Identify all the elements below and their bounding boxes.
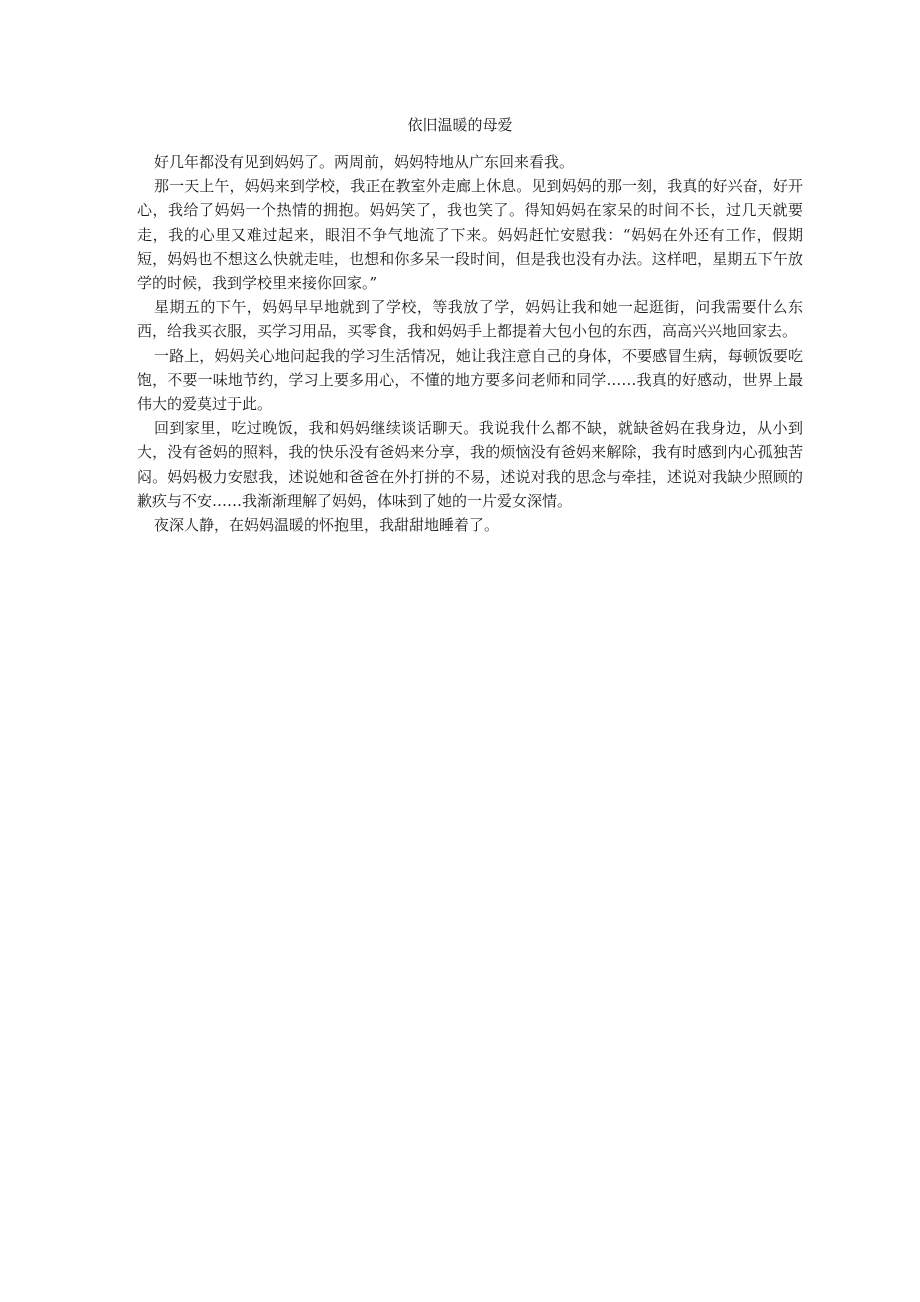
paragraph-3: 星期五的下午，妈妈早早地就到了学校，等我放了学，妈妈让我和她一起逛街，问我需要什么东西，给我买衣服，买学习用品，买零食，我和妈妈手上都提着大包小包的东西，高高兴兴地回家去。 [137, 298, 803, 341]
paragraph-4: 一路上，妈妈关心地问起我的学习生活情况，她让我注意自己的身体，不要感冒生病，每顿饭要吃饱，不要一味地节约，学习上要多用心，不懂的地方要多问老师和同学……我真的好感动，世界上最伟大的爱莫过于此。 [137, 346, 803, 414]
document-title: 依旧温暖的母爱 [407, 116, 513, 134]
paragraph-6: 夜深人静，在妈妈温暖的怀抱里，我甜甜地睡着了。 [154, 516, 500, 535]
document-body [137, 150, 803, 537]
paragraph-1: 好几年都没有见到妈妈了。两周前，妈妈特地从广东回来看我。 [154, 153, 575, 171]
paragraph-2: 那一天上午，妈妈来到学校，我正在教室外走廊上休息。见到妈妈的那一刻，我真的好兴奋，好开心，我给了妈妈一个热情的拥抱。妈妈笑了，我也笑了。得知妈妈在家呆的时间不长，过几天就要走，我的心里又难过起来，眼泪不争气地流了下来。妈妈赶忙安慰我：“妈妈在外还有工作，假期短，妈妈也不想这么快就走哇，也想和你多呆一段时间，但是我也没有办法。这样吧，星期五下午放学的时候，我到学校里来接你回家。” [137, 177, 803, 293]
paragraph-5: 回到家里，吃过晚饭，我和妈妈继续谈话聊天。我说我什么都不缺，就缺爸妈在我身边，从小到大，没有爸妈的照料，我的快乐没有爸妈来分享，我的烦恼没有爸妈来解除，我有时感到内心孤独苦闷。妈妈极力安慰我，述说她和爸爸在外打拼的不易，述说对我的思念与牵挂，述说对我缺少照顾的歉疚与不安……我渐渐理解了妈妈，体味到了她的一片爱女深情。 [137, 419, 803, 510]
